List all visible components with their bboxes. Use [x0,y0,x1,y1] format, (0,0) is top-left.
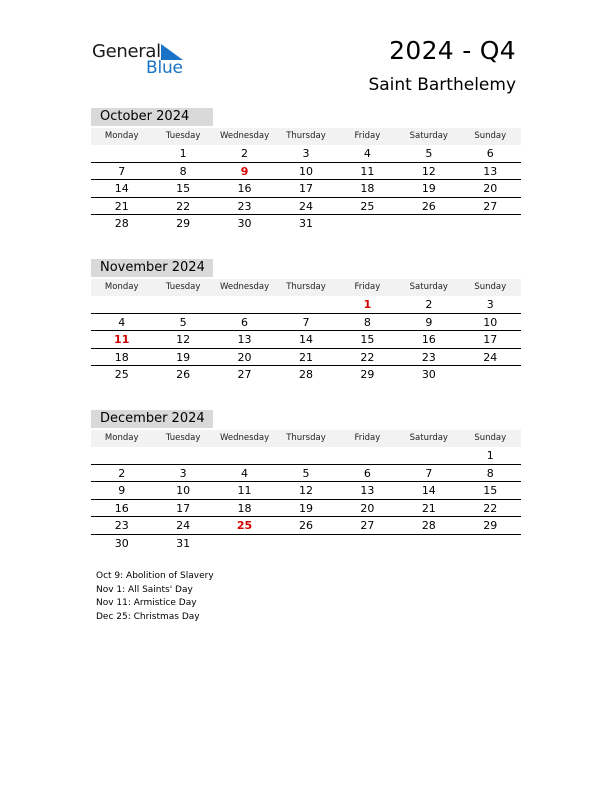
week-row [91,163,521,181]
day-cell: 10 [298,164,313,178]
day-cell [337,535,398,552]
day-cell [152,447,213,464]
week-row [91,500,521,518]
day-cell: 21 [114,199,129,213]
day-cell: 16 [114,501,129,515]
day-cell: 1 [486,449,494,462]
month-grid [91,145,521,232]
day-cell [152,296,213,313]
week-row [91,198,521,216]
day-cell: 15 [483,484,498,497]
day-cell: 30 [237,217,252,230]
day-cell [91,145,152,162]
day-cell: 5 [179,315,187,329]
week-row [91,482,521,500]
month-title: October 2024 [91,108,213,126]
day-cell: 18 [360,182,375,195]
day-cell: 7 [118,164,126,178]
day-cell: 9 [118,484,126,497]
day-cell: 4 [118,315,126,329]
day-cell: 9 [240,164,249,178]
day-cell: 25 [114,368,129,381]
day-cell [275,447,336,464]
day-cell: 7 [302,315,310,329]
day-cell: 18 [114,350,129,364]
day-cell: 8 [363,315,371,329]
weekday-label: Thursday [286,282,326,292]
weekday-label: Sunday [474,131,507,141]
day-cell: 8 [486,466,494,480]
day-cell: 26 [298,519,313,532]
week-row [91,465,521,483]
day-cell: 19 [298,501,313,515]
day-cell: 19 [176,350,191,364]
week-row [91,349,521,367]
weekday-label: Tuesday [165,131,201,141]
weekday-label: Sunday [474,282,507,292]
day-cell: 11 [237,484,252,497]
day-cell: 1 [179,147,187,160]
day-cell: 11 [360,164,375,178]
day-cell: 16 [237,182,252,195]
day-cell: 27 [483,199,498,213]
day-cell: 14 [114,182,129,195]
week-row [91,331,521,349]
month-november [91,259,521,383]
day-cell: 31 [298,217,313,230]
day-cell [337,215,398,232]
month-grid [91,447,521,551]
holiday-note: Dec 25: Christmas Day [96,611,200,622]
weekday-header [91,128,521,145]
day-cell: 22 [360,350,375,364]
weekday-label: Friday [354,131,381,141]
week-row [91,447,521,465]
day-cell: 10 [176,484,191,497]
day-cell: 10 [483,315,498,329]
weekday-header [91,430,521,447]
day-cell: 30 [114,536,129,550]
day-cell: 23 [114,519,129,532]
day-cell: 3 [486,298,494,311]
day-cell: 6 [241,315,249,329]
brand-blue-text: Blue [146,58,183,78]
day-cell: 1 [363,298,372,311]
day-cell: 15 [176,182,191,195]
week-row [91,535,521,552]
weekday-label: Saturday [409,131,448,141]
day-cell [275,535,336,552]
day-cell: 29 [483,519,498,532]
holiday-note: Nov 11: Armistice Day [96,598,197,608]
week-row [91,145,521,163]
day-cell: 3 [179,466,187,480]
month-title: November 2024 [91,259,213,277]
day-cell [460,215,521,232]
weekday-label: Wednesday [219,131,270,141]
weekday-label: Sunday [474,433,507,443]
day-cell: 25 [236,519,253,532]
day-cell: 17 [176,501,191,515]
month-december [91,410,521,551]
day-cell: 20 [237,350,252,364]
day-cell: 23 [421,350,436,364]
day-cell: 18 [237,501,252,515]
day-cell [275,296,336,313]
day-cell: 21 [421,501,436,515]
page-subtitle: Saint Barthelemy [368,75,516,95]
day-cell: 2 [425,298,433,311]
day-cell: 27 [237,368,252,381]
day-cell: 16 [421,333,436,346]
day-cell: 29 [176,217,191,230]
day-cell: 26 [176,368,191,381]
day-cell: 20 [360,501,375,515]
day-cell [337,447,398,464]
weekday-label: Monday [104,433,139,443]
day-cell [214,535,275,552]
day-cell: 26 [421,199,436,213]
day-cell: 21 [298,350,313,364]
day-cell: 13 [237,333,252,346]
day-cell: 11 [114,333,130,346]
weekday-label: Friday [354,433,381,443]
day-cell: 2 [118,466,126,480]
week-row [91,517,521,535]
day-cell: 9 [425,315,433,329]
day-cell: 7 [425,466,433,480]
day-cell: 12 [421,164,436,178]
day-cell: 5 [302,466,310,480]
month-october [91,108,521,232]
week-row [91,180,521,198]
week-row [91,366,521,383]
day-cell: 6 [486,147,494,160]
day-cell: 14 [421,484,436,497]
day-cell: 8 [179,164,187,178]
day-cell: 2 [241,147,249,160]
weekday-label: Tuesday [165,282,201,292]
day-cell: 31 [176,536,191,550]
brand-logo [92,40,192,80]
day-cell: 4 [363,147,371,160]
weekday-label: Thursday [286,131,326,141]
weekday-label: Thursday [286,433,326,443]
week-row [91,215,521,232]
day-cell: 12 [176,333,191,346]
day-cell: 13 [360,484,375,497]
day-cell: 24 [176,519,191,532]
weekday-label: Saturday [409,433,448,443]
day-cell: 17 [483,333,498,346]
day-cell: 13 [483,164,498,178]
weekday-label: Monday [104,282,139,292]
day-cell [91,296,152,313]
day-cell: 6 [363,466,371,480]
day-cell: 30 [421,368,436,381]
holiday-note: Oct 9: Abolition of Slavery [96,571,214,581]
brand-general-text: General [92,41,161,62]
day-cell: 22 [176,199,191,213]
day-cell: 24 [483,350,498,364]
day-cell: 22 [483,501,498,515]
day-cell: 19 [421,182,436,195]
day-cell: 28 [421,519,436,532]
day-cell: 20 [483,182,498,195]
day-cell: 23 [237,199,252,213]
day-cell: 17 [298,182,313,195]
day-cell: 24 [298,199,313,213]
day-cell: 29 [360,368,375,381]
weekday-label: Monday [104,131,139,141]
day-cell: 3 [302,147,310,160]
weekday-label: Wednesday [219,433,270,443]
day-cell: 28 [298,368,313,381]
weekday-label: Tuesday [165,433,201,443]
day-cell [214,447,275,464]
day-cell [398,447,459,464]
day-cell [398,535,459,552]
day-cell: 28 [114,217,129,230]
weekday-label: Wednesday [219,282,270,292]
week-row [91,296,521,314]
day-cell: 4 [241,466,249,480]
day-cell [91,447,152,464]
day-cell: 15 [360,333,375,346]
day-cell: 27 [360,519,375,532]
page-title: 2024 - Q4 [389,36,516,65]
weekday-header [91,279,521,296]
holiday-notes [96,570,214,624]
month-grid [91,296,521,383]
day-cell: 12 [298,484,313,497]
day-cell [460,535,521,552]
day-cell: 5 [425,147,433,160]
month-title: December 2024 [91,410,213,428]
day-cell: 14 [298,333,313,346]
day-cell [214,296,275,313]
holiday-note: Nov 1: All Saints' Day [96,584,193,595]
day-cell [398,215,459,232]
weekday-label: Saturday [409,282,448,292]
day-cell [460,366,521,383]
day-cell: 25 [360,199,375,213]
weekday-label: Friday [354,282,381,292]
week-row [91,314,521,332]
